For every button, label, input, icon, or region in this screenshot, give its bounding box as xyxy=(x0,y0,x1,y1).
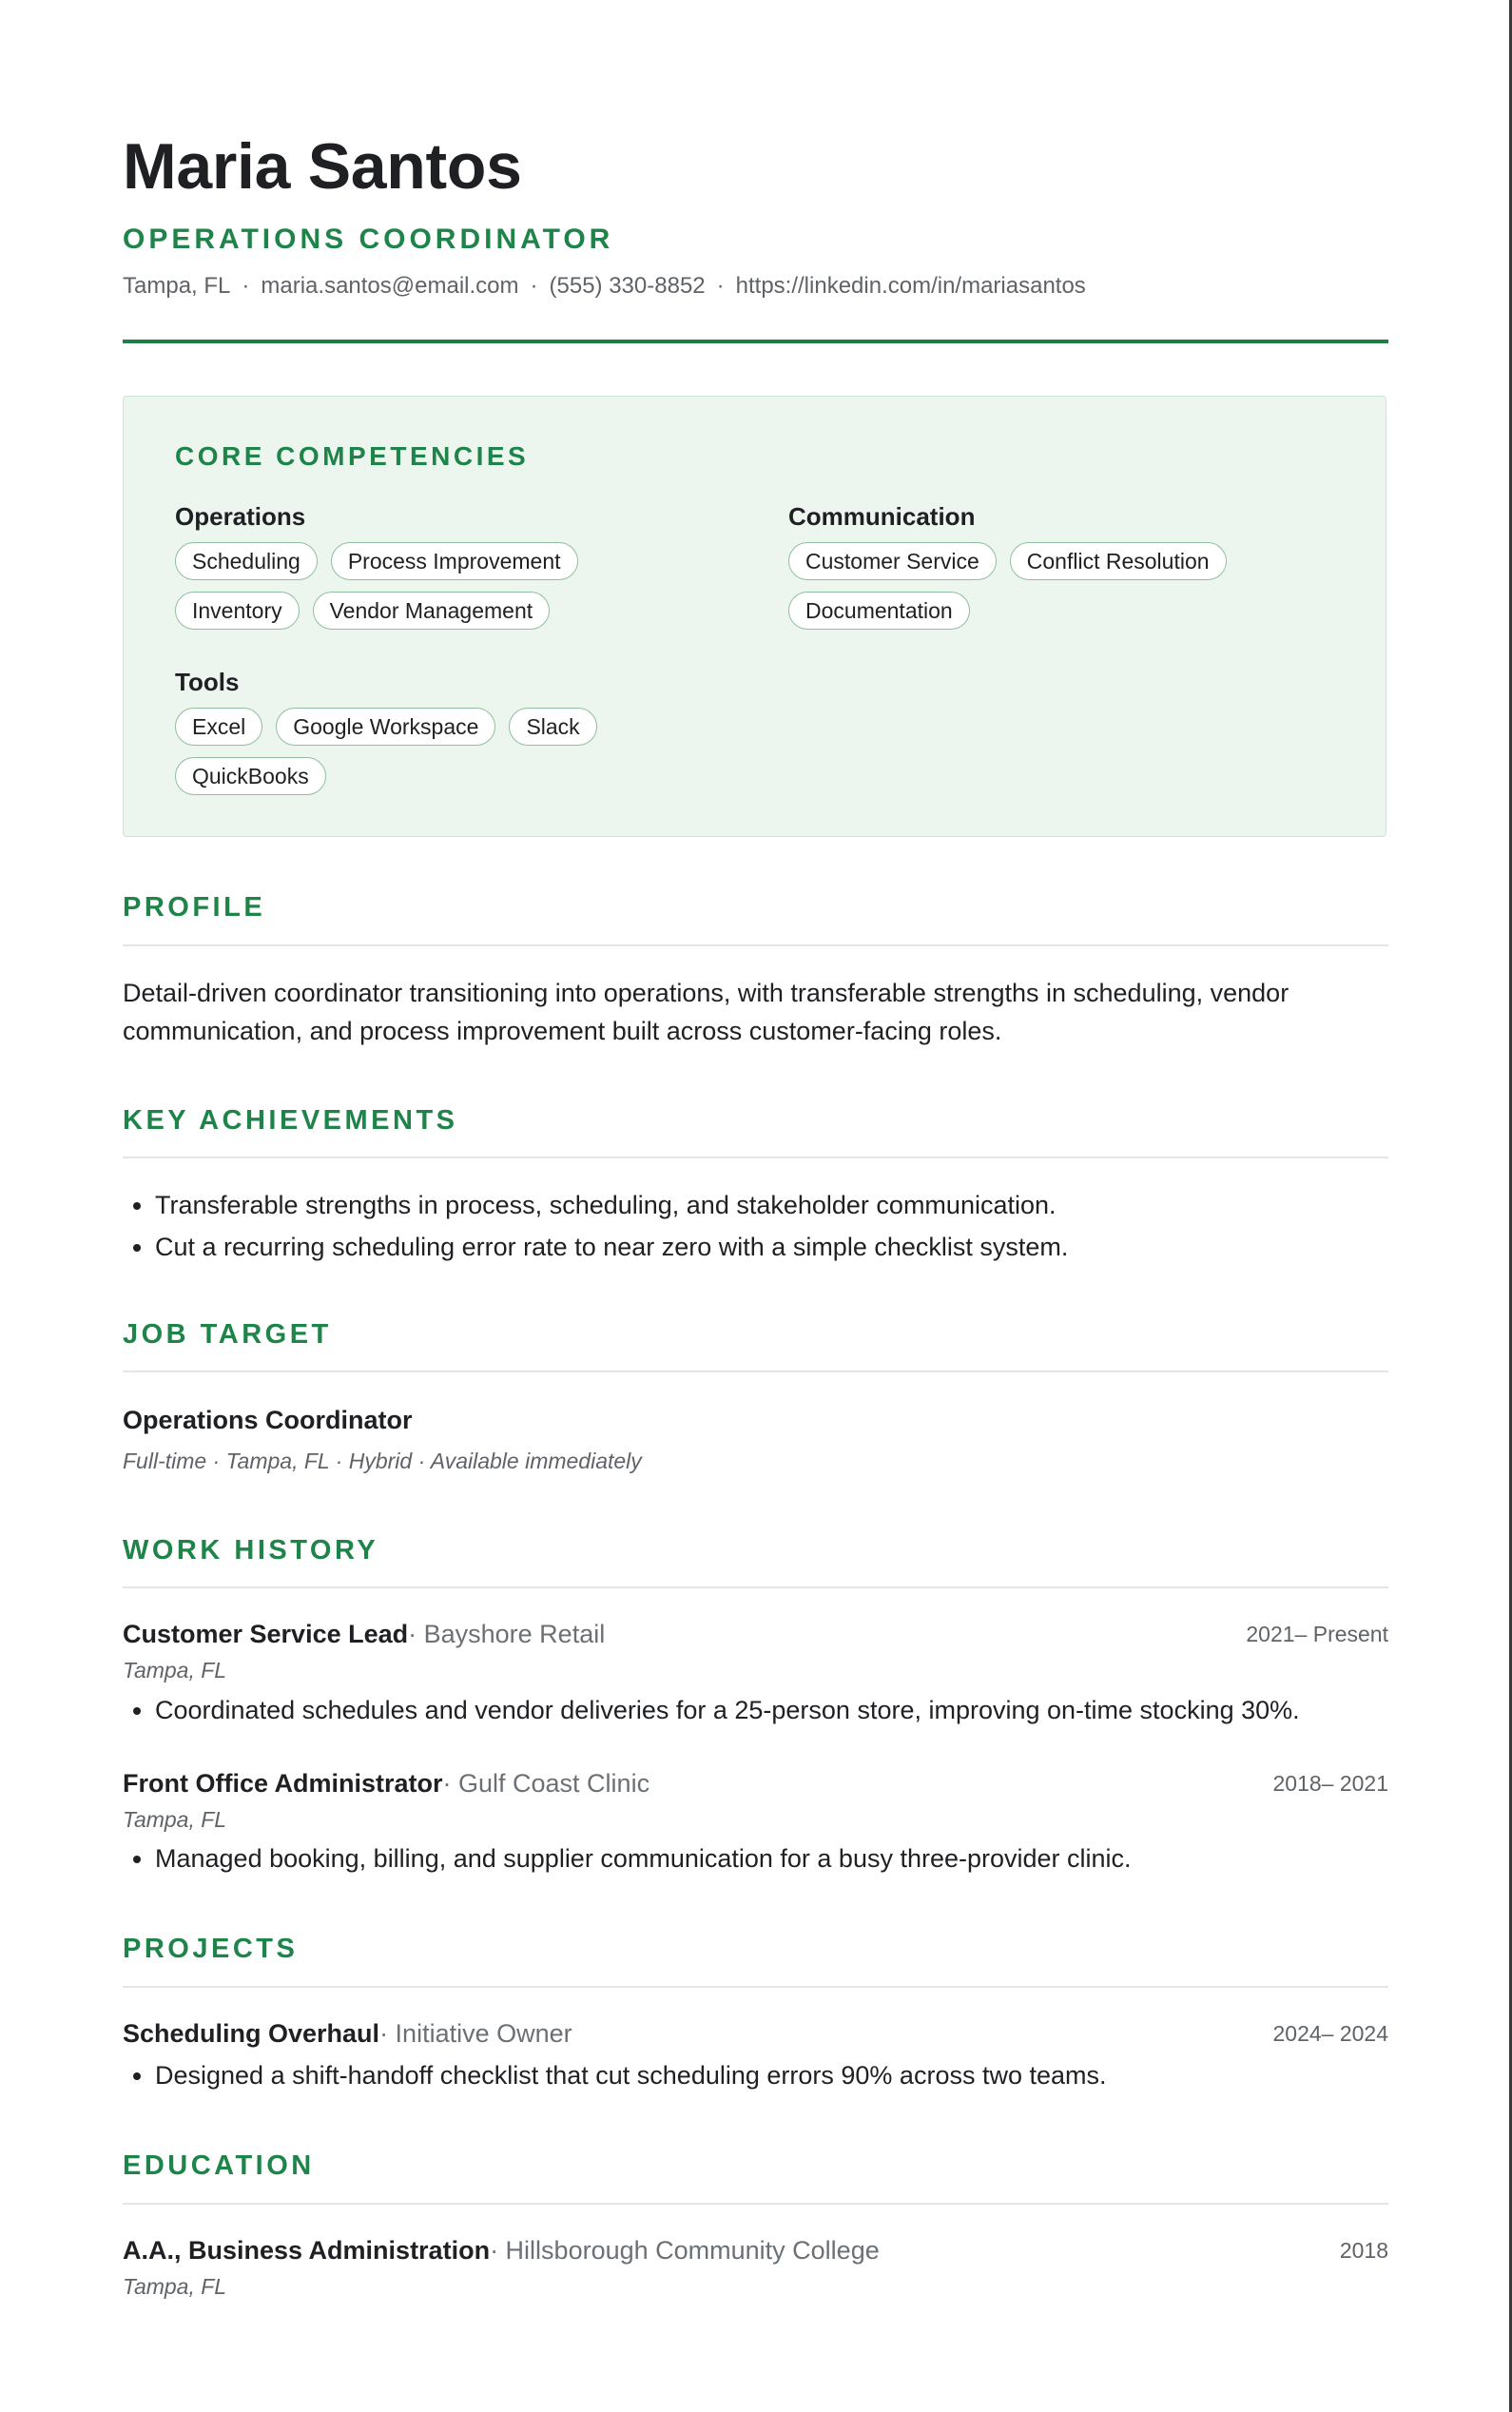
contact-location: Tampa, FL xyxy=(123,273,231,299)
project-role: · Initiative Owner xyxy=(379,2019,572,2048)
section-divider xyxy=(123,944,1388,946)
job-target-role: Operations Coordinator xyxy=(123,1406,413,1434)
work-entry-header xyxy=(123,1617,1388,1651)
work-entry-bullet: • Coordinated schedules and vendor deliveries for a 25-person store, improving on-time stocking 30%. xyxy=(155,1689,1388,1731)
competency-group-communication xyxy=(788,501,1359,630)
section-divider xyxy=(123,1986,1388,1988)
section-title-work-history: WORK HISTORY xyxy=(123,1535,379,1566)
work-entry-org: · Bayshore Retail xyxy=(408,1620,606,1648)
skill-tag: Slack xyxy=(509,708,596,746)
section-divider xyxy=(123,1586,1388,1588)
work-entry-dates: 2018– 2021 xyxy=(1272,1771,1388,1796)
skill-tag: Documentation xyxy=(788,592,970,630)
competency-group-label: Communication xyxy=(788,502,976,531)
section-title-education: EDUCATION xyxy=(123,2150,315,2181)
education-location: Tampa, FL xyxy=(123,2274,227,2299)
education-school: · Hillsborough Community College xyxy=(490,2236,880,2265)
profile-summary: Detail-driven coordinator transitioning into operations, with transferable strengths in scheduling, vendor communication, and process improvement built across customer-facing roles. xyxy=(123,979,1289,1045)
work-entry-location: Tampa, FL xyxy=(123,1658,227,1683)
competency-group-label: Tools xyxy=(175,668,240,696)
skill-tag: Google Workspace xyxy=(276,708,495,746)
contact-linkedin[interactable]: https://linkedin.com/in/mariasantos xyxy=(735,273,1086,299)
competency-tags xyxy=(788,542,1283,630)
education-entry-header xyxy=(123,2233,1388,2267)
competency-tags xyxy=(175,542,631,630)
contact-separator: · xyxy=(530,273,538,299)
job-target-meta: Full-time · Tampa, FL · Hybrid · Available immediately xyxy=(123,1449,642,1473)
skill-tag: Excel xyxy=(175,708,262,746)
work-entry-org: · Gulf Coast Clinic xyxy=(442,1769,650,1798)
candidate-name: Maria Santos xyxy=(123,130,522,203)
competencies-title: CORE COMPETENCIES xyxy=(175,441,530,471)
skill-tag: Customer Service xyxy=(788,542,997,580)
section-divider xyxy=(123,1371,1388,1372)
education-degree: A.A., Business Administration xyxy=(123,2236,491,2265)
project-bullets xyxy=(123,2054,1388,2096)
section-divider xyxy=(123,1157,1388,1158)
contact-separator: · xyxy=(242,273,250,299)
section-title-achievements: KEY ACHIEVEMENTS xyxy=(123,1105,458,1136)
skill-tag: Conflict Resolution xyxy=(1010,542,1227,580)
competencies-panel xyxy=(123,396,1386,837)
project-entry-header xyxy=(123,2016,1388,2051)
section-title-projects: PROJECTS xyxy=(123,1934,299,1964)
header-divider xyxy=(123,340,1388,343)
work-entry-header xyxy=(123,1766,1388,1800)
candidate-headline: OPERATIONS COORDINATOR xyxy=(123,224,614,255)
section-title-profile: PROFILE xyxy=(123,892,266,923)
skill-tag: Vendor Management xyxy=(313,592,551,630)
contact-separator: · xyxy=(716,273,725,299)
work-entry-location: Tampa, FL xyxy=(123,1807,227,1832)
competency-group-operations xyxy=(175,501,746,630)
achievement-item: • Cut a recurring scheduling error rate to near zero with a simple checklist system. xyxy=(155,1226,1388,1268)
work-entry-role: Front Office Administrator xyxy=(123,1769,443,1798)
achievements-list xyxy=(123,1184,1388,1268)
section-divider xyxy=(123,2203,1388,2205)
competency-group-tools xyxy=(175,667,746,795)
project-bullet: • Designed a shift-handoff checklist that cut scheduling errors 90% across two teams. xyxy=(155,2054,1388,2096)
work-entry-bullets xyxy=(123,1838,1388,1879)
skill-tag: Process Improvement xyxy=(331,542,578,580)
work-entry-bullet: • Managed booking, billing, and supplier communication for a busy three-provider clinic. xyxy=(155,1838,1388,1879)
skill-tag: Scheduling xyxy=(175,542,318,580)
skill-tag: Inventory xyxy=(175,592,300,630)
skill-tag: QuickBooks xyxy=(175,757,326,795)
work-entry-dates: 2021– Present xyxy=(1246,1622,1388,1646)
project-dates: 2024– 2024 xyxy=(1272,2021,1388,2046)
contact-phone[interactable]: (555) 330-8852 xyxy=(549,273,706,299)
competency-tags xyxy=(175,708,631,795)
work-entry-role: Customer Service Lead xyxy=(123,1620,409,1648)
competency-group-label: Operations xyxy=(175,502,306,531)
project-name: Scheduling Overhaul xyxy=(123,2019,380,2048)
section-title-job-target: JOB TARGET xyxy=(123,1319,332,1350)
education-year: 2018 xyxy=(1339,2238,1388,2263)
contact-line xyxy=(123,272,1086,301)
work-entry-bullets xyxy=(123,1689,1388,1731)
achievement-item: • Transferable strengths in process, scheduling, and stakeholder communication. xyxy=(155,1184,1388,1226)
contact-email[interactable]: maria.santos@email.com xyxy=(261,273,519,299)
